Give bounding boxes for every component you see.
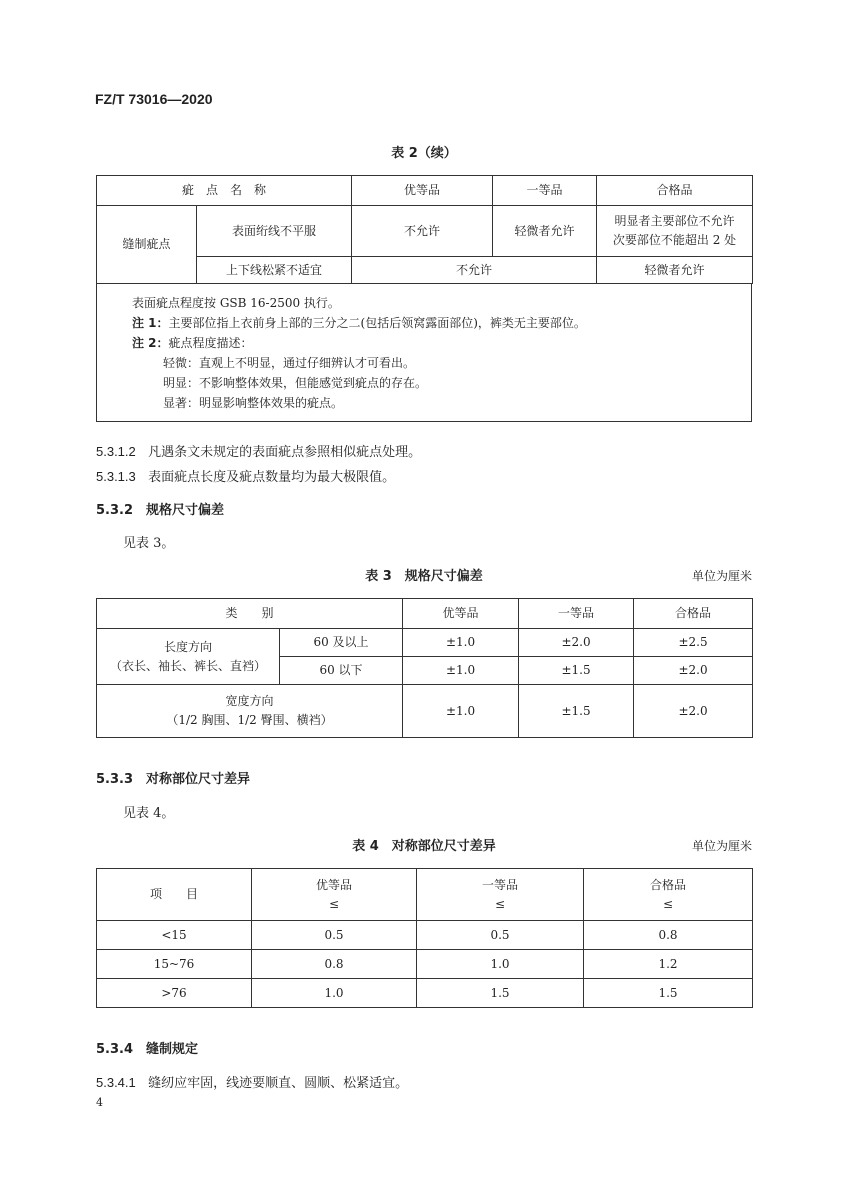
para-5-3-1-3-text: 表面疵点长度及疵点数量均为最大极限值。 xyxy=(148,470,396,485)
table3-width-g3: ±2.0 xyxy=(634,685,753,738)
table4-head-le-2: ≤ xyxy=(494,896,506,911)
para-5-3-4-1 xyxy=(96,1072,408,1091)
table3-length-detail: （衣长、袖长、裤长、直裆） xyxy=(109,658,266,673)
table3-row1-g1: ±1.0 xyxy=(403,629,519,657)
table2-row2-grade3: 轻微者允许 xyxy=(597,257,753,284)
table4-row3-g1: 1.0 xyxy=(252,979,417,1008)
table2-category: 缝制疵点 xyxy=(97,206,197,284)
table3-width-cell xyxy=(97,685,403,738)
see-table4: 见表 4。 xyxy=(123,806,175,821)
table4-head-item: 项 目 xyxy=(97,869,252,921)
table4-head-le-1: ≤ xyxy=(328,896,340,911)
page-number: 4 xyxy=(96,1096,103,1109)
table3-length-title: 长度方向 xyxy=(163,639,212,654)
notes-line1: 表面疵点程度按 GSB 16-2500 执行。 xyxy=(132,296,340,310)
table4-row1-g2: 0.5 xyxy=(417,921,584,950)
note2-desc3: 显著：明显影响整体效果的疵点。 xyxy=(163,396,344,410)
table3-row2-g1: ±1.0 xyxy=(403,657,519,685)
table3-width-detail: （1/2 胸围、1/2 臀围、横裆） xyxy=(166,713,333,727)
table2-head-grade2: 一等品 xyxy=(493,176,597,206)
table2-row2-grade12: 不允许 xyxy=(352,257,597,284)
table3-row1-g3: ±2.5 xyxy=(634,629,753,657)
table3-head-grade1: 优等品 xyxy=(403,599,519,629)
section-5-3-2-heading: 5.3.2 规格尺寸偏差 xyxy=(96,503,225,518)
table2-row1-grade2: 轻微者允许 xyxy=(493,206,597,257)
table3-width-g1: ±1.0 xyxy=(403,685,519,738)
table2-head-name: 疵 点 名 称 xyxy=(97,176,352,206)
table2-caption: 表 2（续） xyxy=(391,146,457,161)
table3-row1-g2: ±2.0 xyxy=(519,629,634,657)
table3-head-grade2: 一等品 xyxy=(519,599,634,629)
table4-row1-item: <15 xyxy=(97,921,252,950)
note2-label: 注 2： xyxy=(132,336,169,350)
para-5-3-1-2 xyxy=(96,441,421,460)
table3-head-category: 类 别 xyxy=(97,599,403,629)
para-5-3-1-2-number: 5.3.1.2 xyxy=(96,444,136,459)
table4 xyxy=(96,868,753,1008)
table3-head-grade3: 合格品 xyxy=(634,599,753,629)
note2-desc1: 轻微：直观上不明显，通过仔细辨认才可看出。 xyxy=(163,356,416,370)
table4-head-grade3: 合格品 xyxy=(649,877,686,892)
table4-head-grade2: 一等品 xyxy=(481,877,518,892)
table2-row1-name: 表面绗线不平服 xyxy=(197,206,352,257)
table4-head-grade2-cell xyxy=(417,869,584,921)
see-table3: 见表 3。 xyxy=(123,536,175,551)
table4-head-grade3-cell xyxy=(584,869,753,921)
table4-row2-g1: 0.8 xyxy=(252,950,417,979)
table3-width-g2: ±1.5 xyxy=(519,685,634,738)
para-5-3-1-3-number: 5.3.1.3 xyxy=(96,469,136,484)
table4-row2-item: 15~76 xyxy=(97,950,252,979)
table4-head-le-3: ≤ xyxy=(662,896,674,911)
table4-unit: 单位为厘米 xyxy=(691,839,752,853)
table3 xyxy=(96,598,753,738)
table4-row3-item: >76 xyxy=(97,979,252,1008)
section-5-3-3-heading: 5.3.3 对称部位尺寸差异 xyxy=(96,772,251,787)
table2-head-grade3: 合格品 xyxy=(597,176,753,206)
para-5-3-4-1-text: 缝纫应牢固，线迹要顺直、圆顺、松紧适宜。 xyxy=(148,1076,409,1091)
note1 xyxy=(132,314,586,331)
note1-text: 主要部位指上衣前身上部的三分之二(包括后领窝露面部位)，裤类无主要部位。 xyxy=(168,316,586,330)
table4-row3-g2: 1.5 xyxy=(417,979,584,1008)
table2-row2-name: 上下线松紧不适宜 xyxy=(197,257,352,284)
table2-row1-grade3 xyxy=(597,206,753,257)
table3-unit: 单位为厘米 xyxy=(691,569,752,583)
note2-text: 疵点程度描述： xyxy=(168,336,253,350)
table3-row2-g3: ±2.0 xyxy=(634,657,753,685)
table2-head-grade1: 优等品 xyxy=(352,176,493,206)
para-5-3-1-2-text: 凡遇条文未规定的表面疵点参照相似疵点处理。 xyxy=(148,445,422,460)
note2-desc2: 明显：不影响整体效果，但能感觉到疵点的存在。 xyxy=(163,376,428,390)
table4-row1-g1: 0.5 xyxy=(252,921,417,950)
table2 xyxy=(96,175,753,284)
table4-row1-g3: 0.8 xyxy=(584,921,753,950)
table4-row3-g3: 1.5 xyxy=(584,979,753,1008)
table4-row2-g2: 1.0 xyxy=(417,950,584,979)
table3-width-title: 宽度方向 xyxy=(225,694,274,709)
table4-head-grade1-cell xyxy=(252,869,417,921)
table3-length-cell xyxy=(97,629,280,685)
table3-caption: 表 3 规格尺寸偏差 xyxy=(365,569,483,584)
table3-row2-g2: ±1.5 xyxy=(519,657,634,685)
table2-row1-grade3-line2: 次要部位不能超出 2 处 xyxy=(612,233,737,247)
table2-row1-grade3-line1: 明显者主要部位不允许 xyxy=(614,214,735,229)
para-5-3-4-1-number: 5.3.4.1 xyxy=(96,1075,136,1090)
note1-label: 注 1： xyxy=(132,316,169,330)
table4-row2-g3: 1.2 xyxy=(584,950,753,979)
note2 xyxy=(132,334,253,351)
document-code: FZ/T 73016—2020 xyxy=(95,91,213,107)
table2-notes xyxy=(96,284,752,422)
table2-row1-grade1: 不允许 xyxy=(352,206,493,257)
section-5-3-4-heading: 5.3.4 缝制规定 xyxy=(96,1042,199,1057)
table4-caption: 表 4 对称部位尺寸差异 xyxy=(352,839,496,854)
para-5-3-1-3 xyxy=(96,466,395,485)
table3-row2-sub: 60 以下 xyxy=(280,657,403,685)
table4-head-grade1: 优等品 xyxy=(315,877,352,892)
table3-row1-sub: 60 及以上 xyxy=(280,629,403,657)
